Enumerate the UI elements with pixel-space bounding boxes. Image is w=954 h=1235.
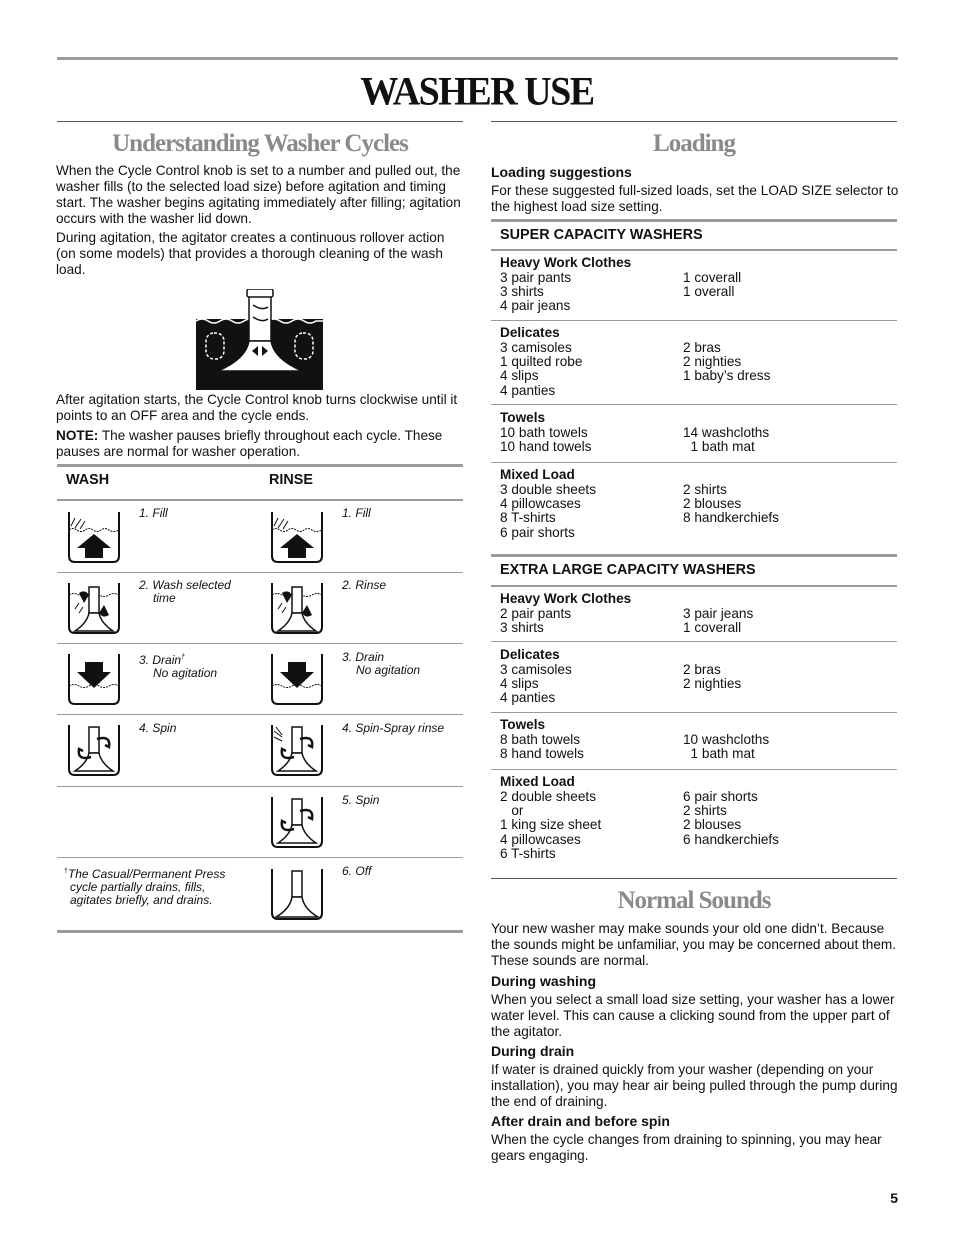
- rinse-step-5: 5. Spin: [342, 793, 380, 807]
- page-number: 5: [890, 1190, 898, 1206]
- left-section-heading: Understanding Washer Cycles: [112, 130, 408, 157]
- sounds-intro: Your new washer may make sounds your old one didn’t. Because the sounds might be unfamiliar, you may be concerned about them. These sounds are normal.: [491, 921, 897, 968]
- xl-delicates-title: Delicates: [500, 647, 560, 662]
- super-mixed-left: 3 double sheets 4 pillowcases 8 T-shirts 6 pair shorts: [500, 482, 596, 540]
- xl-mixed-left: 2 double sheets or 1 king size sheet 4 pillowcases 6 T-shirts: [500, 789, 602, 861]
- xl-towels-right: 10 washcloths 1 bath mat: [683, 732, 770, 762]
- xl-heavy-left: 2 pair pants 3 shirts: [500, 606, 572, 636]
- super-towels-right: 14 washcloths 1 bath mat: [683, 425, 770, 455]
- note-label: NOTE:: [56, 428, 99, 443]
- super-capacity-header: SUPER CAPACITY WASHERS: [500, 227, 703, 243]
- super-divider-2: [491, 404, 897, 405]
- wash-fill-icon: [67, 508, 123, 564]
- wash-step-3: 3. Drain† No agitation: [139, 653, 218, 680]
- xl-divider-3: [491, 769, 897, 770]
- super-mixed-title: Mixed Load: [500, 467, 575, 482]
- wash-spin-icon: [67, 721, 123, 777]
- cycle-table-header-rule: [57, 499, 463, 501]
- agitator-illustration: [196, 289, 323, 390]
- rinse-step-2: 2. Rinse: [342, 578, 387, 592]
- xl-mixed-title: Mixed Load: [500, 774, 575, 789]
- rinse-step-4: 4. Spin-Spray rinse: [342, 721, 445, 735]
- during-washing-subhead: During washing: [491, 973, 596, 989]
- after-drain-subhead: After drain and before spin: [491, 1113, 670, 1129]
- xl-heavy-title: Heavy Work Clothes: [500, 591, 632, 606]
- rinse-step-6: 6. Off: [342, 864, 372, 878]
- row-divider-1: [57, 572, 463, 573]
- after-drain-text: When the cycle changes from draining to spinning, you may hear gears engaging.: [491, 1132, 882, 1163]
- super-divider-1: [491, 320, 897, 321]
- wash-step-1: 1. Fill: [139, 506, 168, 520]
- top-rule: [57, 57, 898, 60]
- row-divider-5: [57, 857, 463, 858]
- rinse-agitate-icon: [270, 579, 326, 635]
- wash-drain-icon: [67, 650, 123, 706]
- super-header-rule: [491, 249, 897, 251]
- during-washing-text: When you select a small load size setting, your washer has a lower water level. This can cause a clicking sound from the upper part of the agitator.: [491, 992, 895, 1039]
- rinse-drain-icon: [270, 650, 326, 706]
- row-divider-4: [57, 786, 463, 787]
- super-towels-left: 10 bath towels 10 hand towels: [500, 425, 592, 455]
- xl-divider-2: [491, 712, 897, 713]
- during-drain-text: If water is drained quickly from your washer (depending on your installation), you may hear air being pulled through the pump during the end of draining.: [491, 1062, 898, 1109]
- xl-heavy-right: 3 pair jeans 1 coverall: [683, 606, 754, 636]
- left-top-rule: [57, 121, 463, 122]
- xl-towels-left: 8 bath towels 8 hand towels: [500, 732, 584, 762]
- xl-capacity-header: EXTRA LARGE CAPACITY WASHERS: [500, 562, 756, 578]
- page-title: WASHER USE: [360, 69, 594, 115]
- note-text: The washer pauses briefly throughout each cycle. These pauses are normal for washer operation.: [56, 428, 443, 459]
- row-divider-2: [57, 643, 463, 644]
- rinse-off-icon: [270, 865, 326, 921]
- wash-column-header: WASH: [66, 472, 110, 488]
- xl-delicates-left: 3 camisoles 4 slips 4 panties: [500, 662, 572, 706]
- rinse-spray-spin-icon: [270, 721, 326, 777]
- wash-step-4: 4. Spin: [139, 721, 177, 735]
- super-bottom-rule: [491, 554, 897, 557]
- cycle-table-top-rule: [57, 464, 463, 467]
- rinse-spin-icon: [270, 793, 326, 849]
- super-heavy-right: 1 coverall 1 overall: [683, 270, 742, 300]
- cycle-paragraph-2: During agitation, the agitator creates a continuous rollover action (on some models) that provides a thorough cleaning of the wash load.: [56, 230, 445, 277]
- xl-divider-1: [491, 641, 897, 642]
- rinse-column-header: RINSE: [269, 472, 313, 488]
- wash-agitate-icon: [67, 579, 123, 635]
- xl-header-rule: [491, 585, 897, 587]
- wash-step-2: 2. Wash selected time: [139, 578, 231, 605]
- super-heavy-left: 3 pair pants 3 shirts 4 pair jeans: [500, 270, 572, 314]
- super-divider-3: [491, 462, 897, 463]
- xl-towels-title: Towels: [500, 717, 546, 732]
- cycle-paragraph-3: After agitation starts, the Cycle Control knob turns clockwise until it points to an OFF area and the cycle ends.: [56, 392, 458, 423]
- super-delicates-right: 2 bras 2 nighties 1 baby’s dress: [683, 340, 771, 384]
- rinse-fill-icon: [270, 508, 326, 564]
- normal-sounds-heading: Normal Sounds: [617, 887, 771, 914]
- loading-suggestions-subhead: Loading suggestions: [491, 164, 632, 180]
- row-divider-3: [57, 714, 463, 715]
- super-towels-title: Towels: [500, 410, 546, 425]
- rinse-step-1: 1. Fill: [342, 506, 371, 520]
- super-delicates-left: 3 camisoles 1 quilted robe 4 slips 4 panties: [500, 340, 583, 398]
- loading-suggestions-text: For these suggested full-sized loads, set the LOAD SIZE selector to the highest load size setting.: [491, 183, 899, 214]
- rinse-step-3: 3. Drain No agitation: [342, 650, 421, 677]
- super-top-rule: [491, 219, 897, 222]
- right-top-rule: [491, 121, 897, 122]
- super-heavy-title: Heavy Work Clothes: [500, 255, 632, 270]
- cycle-table-bottom-rule: [57, 930, 463, 933]
- cycle-paragraph-1: When the Cycle Control knob is set to a number and pulled out, the washer fills (to the selected load size) before agitation and timing start. The washer begins agitating immediately after filling; agitation occurs with the washer lid down.: [56, 163, 461, 226]
- cycle-footnote: †The Casual/Permanent Press cycle partially drains, fills, agitates briefly, and drains.: [64, 867, 226, 907]
- super-delicates-title: Delicates: [500, 325, 560, 340]
- super-mixed-right: 2 shirts 2 blouses 8 handkerchiefs: [683, 482, 779, 526]
- xl-bottom-rule: [491, 878, 897, 879]
- xl-delicates-right: 2 bras 2 nighties: [683, 662, 742, 692]
- note-paragraph: [56, 428, 464, 460]
- xl-mixed-right: 6 pair shorts 2 shirts 2 blouses 6 handkerchiefs: [683, 789, 779, 847]
- during-drain-subhead: During drain: [491, 1043, 575, 1059]
- loading-heading: Loading: [653, 130, 735, 157]
